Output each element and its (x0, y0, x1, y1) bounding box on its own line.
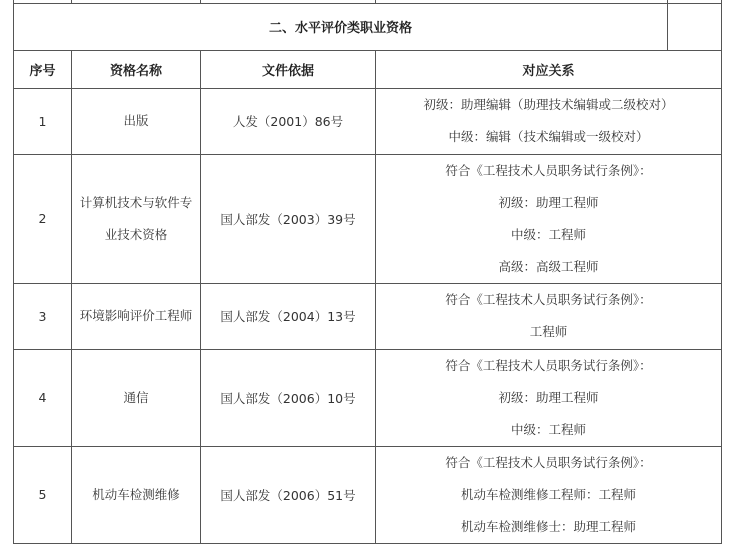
relation-line: 符合《工程技术人员职务试行条例》： (445, 357, 652, 373)
header-row (14, 50, 722, 88)
relation-line: 符合《工程技术人员职务试行条例》： (445, 162, 652, 178)
relation-line: 中级：工程师 (510, 226, 586, 242)
row-no: 3 (14, 283, 72, 349)
table-row (14, 154, 722, 283)
header-name: 资格名称 (72, 50, 201, 88)
header-no: 序号 (14, 50, 72, 88)
row-relations (376, 446, 722, 543)
relation-line: 工程师 (529, 324, 568, 339)
relation-line: 机动车检测维修士：助理工程师 (460, 518, 636, 534)
header-relation: 对应关系 (376, 50, 722, 88)
row-relations (376, 154, 722, 283)
relation-line: 初级：助理工程师 (498, 389, 599, 405)
relation-line: 初级：助理编辑（助理技术编辑或二级校对） (423, 97, 674, 112)
row-no: 2 (14, 154, 72, 283)
row-basis: 国人部发（2006）51号 (201, 446, 376, 543)
relation-line: 符合《工程技术人员职务试行条例》： (445, 454, 652, 470)
row-relations (376, 283, 722, 349)
row-no: 5 (14, 446, 72, 543)
row-name: 通信 (72, 349, 201, 446)
row-basis: 国人部发（2004）13号 (201, 283, 376, 349)
table-row (14, 88, 722, 154)
relation-line: 符合《工程技术人员职务试行条例》： (445, 292, 652, 307)
row-relations (376, 88, 722, 154)
row-name: 环境影响评价工程师 (72, 283, 201, 349)
table-row (14, 446, 722, 543)
table-row (14, 283, 722, 349)
relation-line: 初级：助理工程师 (498, 194, 599, 210)
relation-line: 中级：编辑（技术编辑或一级校对） (448, 129, 649, 144)
row-basis: 国人部发（2003）39号 (201, 154, 376, 283)
row-basis: 国人部发（2006）10号 (201, 349, 376, 446)
row-relations (376, 349, 722, 446)
row-name: 计算机技术与软件专业技术资格 (72, 154, 201, 283)
section-side-cell (668, 3, 722, 50)
row-name: 出版 (72, 88, 201, 154)
table-row (14, 349, 722, 446)
relation-line: 中级：工程师 (510, 421, 586, 437)
row-no: 4 (14, 349, 72, 446)
row-name: 机动车检测维修 (72, 446, 201, 543)
row-basis: 人发（2001）86号 (201, 88, 376, 154)
header-basis: 文件依据 (201, 50, 376, 88)
relation-line: 高级：高级工程师 (498, 258, 599, 274)
section-title: 二、水平评价类职业资格 (14, 3, 668, 50)
row-no: 1 (14, 88, 72, 154)
section-title-row (14, 3, 722, 50)
qualification-table (13, 0, 722, 544)
relation-line: 机动车检测维修工程师：工程师 (460, 486, 636, 502)
